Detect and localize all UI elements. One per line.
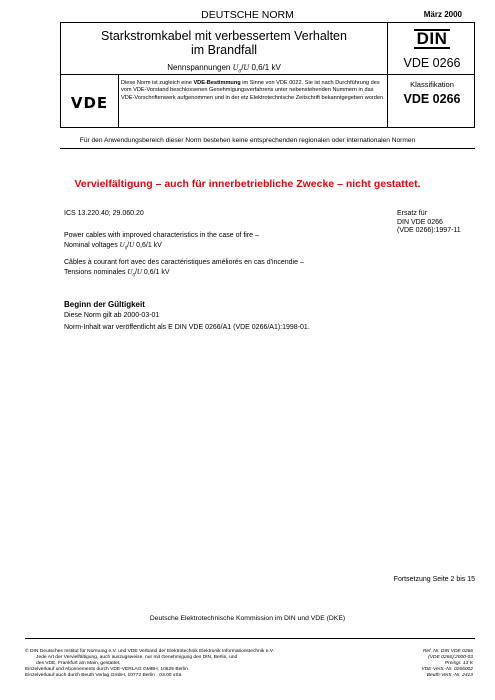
english-title-line-1: Power cables with improved characteristics in the case of fire – bbox=[64, 232, 259, 239]
document-subtitle bbox=[61, 63, 387, 75]
footer-right-line-2: (VDE 0266):2000-03 bbox=[428, 655, 473, 660]
english-title-line-2: Nominal voltages $U_0/U$ 0,6/1 kV bbox=[64, 240, 162, 251]
voltage-symbol-slash: / bbox=[241, 63, 244, 72]
commission-name: Deutsche Elektrotechnische Kommission im DIN und VDE (DKE) bbox=[149, 615, 346, 622]
copy-warning: Vervielfältigung – auch für innerbetriebliche Zwecke – nicht gestattet. bbox=[74, 178, 421, 190]
separator-line bbox=[60, 148, 475, 149]
subtitle-voltage-value: 0,6/1 kV bbox=[251, 63, 281, 72]
vde-logo: VDE bbox=[70, 94, 109, 112]
classification-block bbox=[390, 80, 474, 106]
footer-right-line-4: VDE-Vertr.-Nr. 0266002 bbox=[421, 667, 473, 672]
footer-right-line-5: Beuth-Vertr.-Nr. 2413 bbox=[426, 673, 473, 678]
footer-right-line-1: Ref. Nr. DIN VDE 0266 bbox=[422, 649, 473, 654]
scope-note: Für den Anwendungsbereich dieser Norm bestehen keine entsprechenden regionalen oder internationalen Normen bbox=[79, 137, 416, 144]
footer-left-line-5: Einzelverkauf auch durch Beuth Verlag GmbH, 10772 Berlin · 03.00 vSa bbox=[25, 673, 182, 678]
din-logo: DIN bbox=[414, 29, 451, 49]
document-title-line-2: im Brandfall bbox=[191, 43, 257, 57]
classification-label: Klassifikation bbox=[410, 80, 454, 89]
header-standard-type: DEUTSCHE NORM bbox=[201, 9, 294, 21]
french-title-line-2: Tensions nominales $U_0/U$ 0,6/1 kV bbox=[64, 267, 170, 278]
vde-note-bold: VDE-Bestimmung bbox=[193, 80, 241, 86]
replaces-label: Ersatz für bbox=[397, 210, 427, 217]
footer-left-line-3: des VDE, Frankfurt am Main, gestattet. bbox=[36, 661, 121, 666]
footer-copyright bbox=[25, 649, 274, 679]
validity-previous-publication: Norm-Inhalt war veröffentlicht als E DIN VDE 0266/A1 (VDE 0266/A1):1998-01. bbox=[64, 324, 310, 331]
title-block bbox=[60, 22, 475, 128]
footer-right-line-3: Preisgr. 13 K bbox=[444, 661, 473, 666]
document-title bbox=[61, 29, 387, 57]
footer-left-line-1: © DIN Deutsches Institut für Normung e.V. und VDE Verband der Elektrotechnik Elektronik Informationstechnik e.V. bbox=[25, 649, 274, 654]
footer-reference bbox=[421, 649, 473, 679]
validity-date: Diese Norm gilt ab 2000-03-01 bbox=[64, 312, 160, 319]
vde-note: Diese Norm ist zugleich eine VDE-Bestimmung im Sinne von VDE 0022. Sie ist nach Durchführung des vom VDE-Vorstand beschlossenen Genehmigungsverfahrens unter nebenstehenden Nummern in das VDE-Vorschriftenwerk aufgenommen und in der etz Elektrotechnische Zeitschrift bekanntgegeben worden. bbox=[121, 80, 385, 101]
footer-left-line-4: Einzelverkauf und Abonnements durch VDE-VERLAG GMBH, 10625 Berlin bbox=[25, 667, 188, 672]
footer-left-line-2: Jede Art der Vervielfältigung, auch auszugsweise, nur mit Genehmigung des DIN, Berlin, und bbox=[36, 655, 238, 660]
subtitle-prefix: Nennspannungen bbox=[167, 63, 231, 72]
validity-heading: Beginn der Gültigkeit bbox=[64, 300, 145, 309]
vde-logo-divider bbox=[118, 74, 119, 127]
header-date: März 2000 bbox=[423, 10, 462, 19]
replaces-standard: DIN VDE 0266 bbox=[397, 218, 443, 226]
replaces-block bbox=[397, 210, 461, 236]
french-title-line-1: Câbles à courant fort avec des caractéristiques améliorés en cas d'incendie – bbox=[64, 259, 304, 266]
footer-separator bbox=[25, 638, 475, 639]
voltage-symbol-u0: $U_0$ bbox=[232, 63, 242, 75]
din-block bbox=[390, 29, 474, 70]
classification-value: VDE 0266 bbox=[403, 92, 461, 106]
document-title-line-1: Starkstromkabel mit verbessertem Verhalten bbox=[101, 29, 347, 43]
english-title bbox=[64, 232, 259, 253]
replaces-edition: (VDE 0266):1997-11 bbox=[397, 227, 461, 234]
voltage-symbol-u: U bbox=[243, 63, 250, 72]
ics-codes: ICS 13.220.40; 29.060.20 bbox=[64, 210, 144, 217]
din-number: VDE 0266 bbox=[403, 56, 461, 70]
title-block-divider-vertical bbox=[387, 23, 388, 127]
french-title bbox=[64, 259, 304, 280]
continuation-note: Fortsetzung Seite 2 bis 15 bbox=[393, 576, 475, 583]
